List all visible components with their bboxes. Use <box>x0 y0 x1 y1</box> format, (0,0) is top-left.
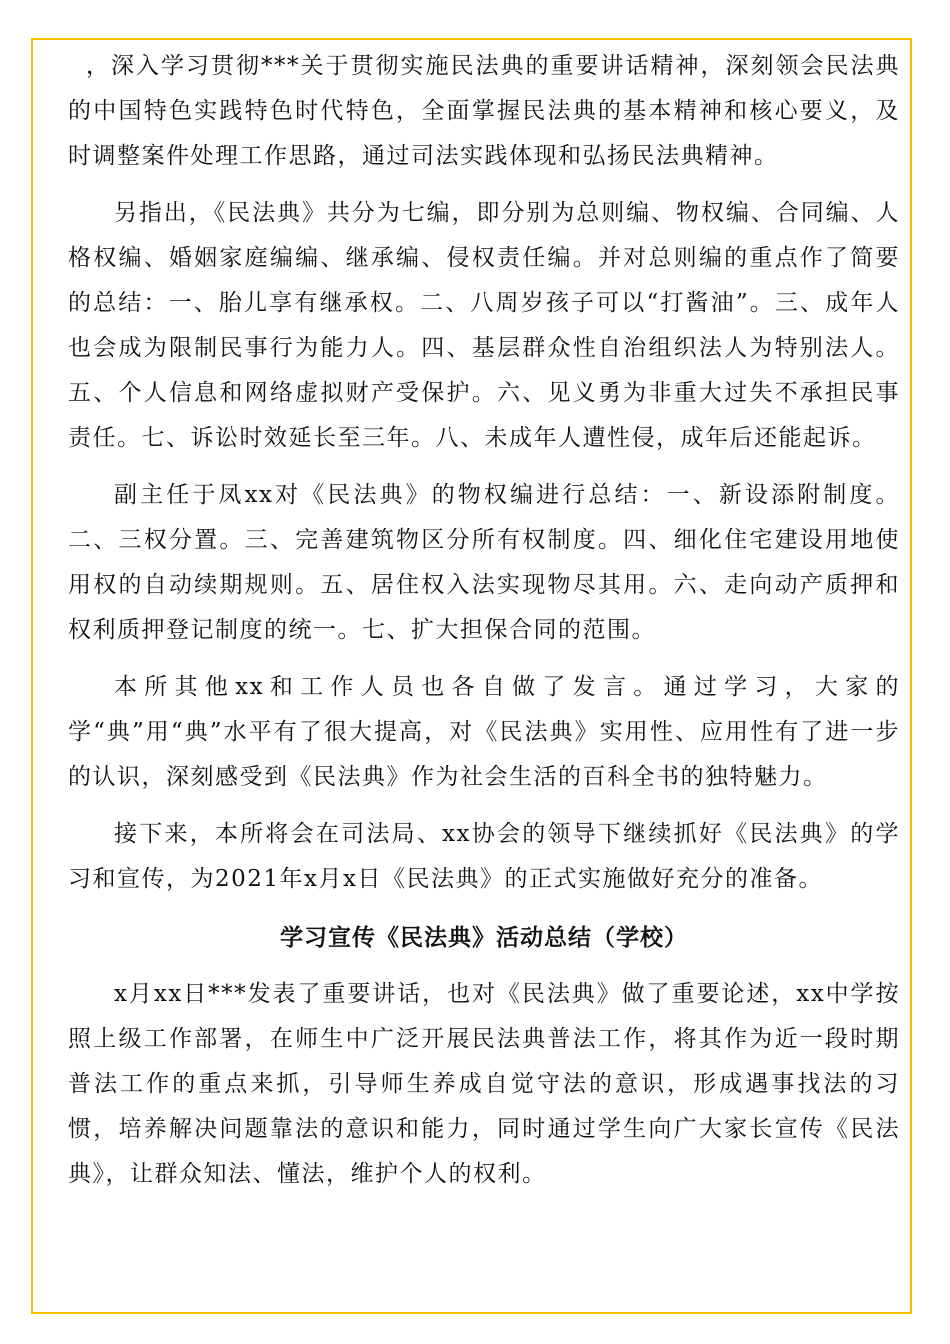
paragraph: 副主任于凤xx对《民法典》的物权编进行总结：一、新设添附制度。二、三权分置。三、完善建筑物区分所有权制度。四、细化住宅建设用地使用权的自动续期规则。五、居住权入法实现物尽其用。六、走向动产质押和权利质押登记制度的统一。七、扩大担保合同的范围。 <box>68 482 900 643</box>
paragraph: x月xx日***发表了重要讲话，也对《民法典》做了重要论述，xx中学按照上级工作部署，在师生中广泛开展民法典普法工作，将其作为近一段时期普法工作的重点来抓，引导师生养成自觉守法的意识，形成遇事找法的习惯，培养解决问题靠法的意识和能力，同时通过学生向广大家长宣传《民法典》，让群众知法、懂法，维护个人的权利。 <box>68 981 900 1187</box>
paragraph: ，深入学习贯彻***关于贯彻实施民法典的重要讲话精神，深刻领会民法典的中国特色实践特色时代特色，全面掌握民法典的基本精神和核心要义，及时调整案件处理工作思路，通过司法实践体现和弘扬民法典精神。 <box>68 53 900 169</box>
paragraph: 接下来，本所将会在司法局、xx协会的领导下继续抓好《民法典》的学习和宣传，为2021年x月x日《民法典》的正式实施做好充分的准备。 <box>68 821 900 892</box>
document-body <box>68 44 900 1209</box>
section-title: 学习宣传《民法典》活动总结（学校） <box>280 925 688 951</box>
paragraph: 另指出，《民法典》共分为七编，即分别为总则编、物权编、合同编、人格权编、婚姻家庭编编、继承编、侵权责任编。并对总则编的重点作了简要的总结：一、胎儿享有继承权。二、八周岁孩子可以“打酱油”。三、成年人也会成为限制民事行为能力人。四、基层群众性自治组织法人为特别法人。五、个人信息和网络虚拟财产受保护。六、见义勇为非重大过失不承担民事责任。七、诉讼时效延长至三年。八、未成年人遭性侵，成年后还能起诉。 <box>68 200 900 451</box>
paragraph: 本所其他xx和工作人员也各自做了发言。通过学习，大家的学“典”用“典”水平有了很大提高，对《民法典》实用性、应用性有了进一步的认识，深刻感受到《民法典》作为社会生活的百科全书的独特魅力。 <box>68 674 900 790</box>
